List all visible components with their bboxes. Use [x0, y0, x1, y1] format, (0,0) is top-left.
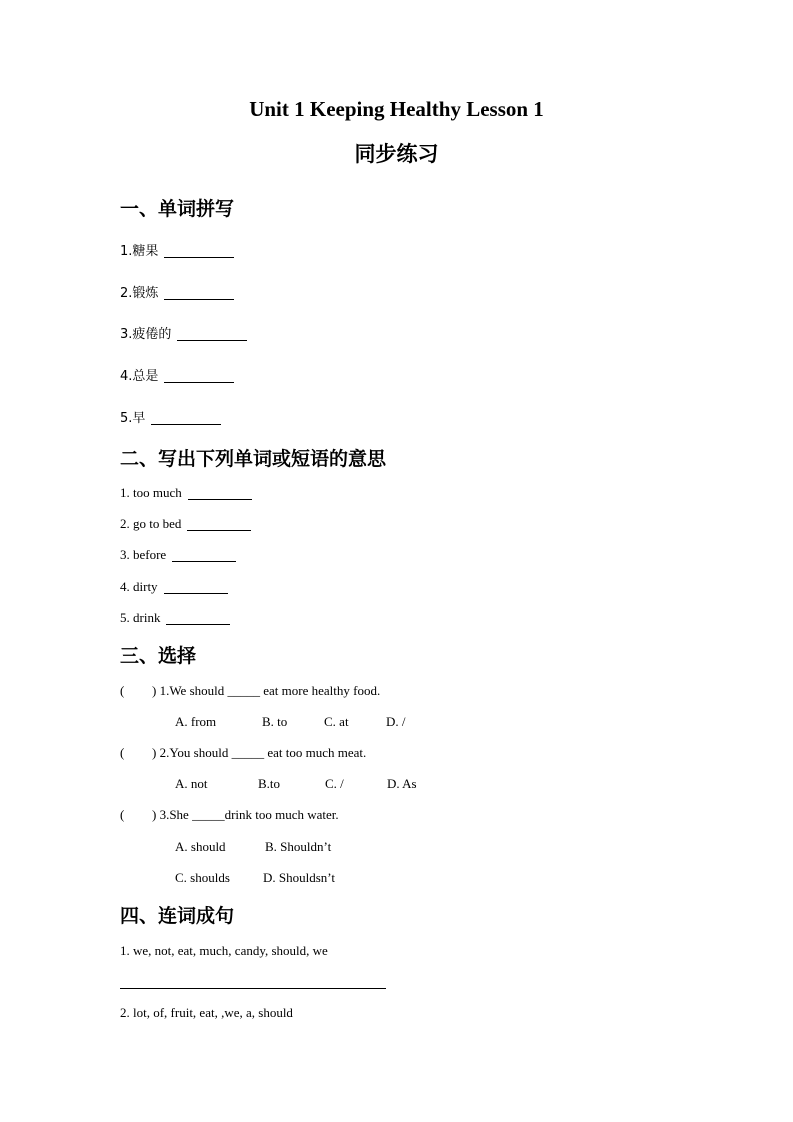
answer-blank[interactable]: [164, 285, 234, 300]
meaning-item-label: 2. go to bed: [120, 516, 182, 531]
section-heading-meaning: 二、写出下列单词或短语的意思: [120, 448, 387, 470]
question-stem: ) 1.We should _____ eat more healthy food.: [152, 683, 381, 698]
option-b[interactable]: B. to: [262, 714, 288, 729]
meaning-item-label: 3. before: [120, 547, 167, 562]
meaning-item: [120, 516, 251, 532]
meaning-item-label: 4. dirty: [120, 579, 158, 594]
answer-line[interactable]: [120, 988, 386, 989]
spelling-item: [120, 282, 234, 301]
meaning-item-label: 1. too much: [120, 485, 182, 500]
answer-blank[interactable]: [164, 368, 234, 383]
option-c[interactable]: C. shoulds: [175, 870, 230, 885]
answer-blank[interactable]: [172, 547, 236, 562]
option-a[interactable]: A. from: [175, 714, 217, 729]
spelling-item-label: 4.总是: [120, 369, 159, 384]
page-subtitle: 同步练习: [354, 142, 439, 166]
question-stem: ) 2.You should _____ eat too much meat.: [152, 745, 367, 760]
spelling-item: [120, 240, 234, 259]
spelling-item: [120, 365, 234, 384]
spelling-item-label: 1.糖果: [120, 244, 159, 259]
answer-blank[interactable]: [164, 579, 228, 594]
answer-blank[interactable]: [164, 243, 234, 258]
page-title: Unit 1 Keeping Healthy Lesson 1: [249, 97, 544, 121]
option-b[interactable]: B. Shouldn’t: [265, 839, 332, 854]
question-paren[interactable]: (: [120, 745, 125, 760]
question-stem: ) 3.She _____drink too much water.: [152, 807, 339, 822]
option-a[interactable]: A. not: [175, 776, 208, 791]
meaning-item: [120, 610, 230, 626]
sentence-item: 1. we, not, eat, much, candy, should, we: [120, 943, 328, 958]
section-heading-choice: 三、选择: [120, 645, 197, 667]
option-b[interactable]: B.to: [258, 776, 281, 791]
option-c[interactable]: C. /: [325, 776, 344, 791]
answer-blank[interactable]: [151, 410, 221, 425]
spelling-item-label: 5.早: [120, 411, 146, 426]
answer-blank[interactable]: [187, 516, 251, 531]
spelling-item: [120, 323, 247, 342]
answer-blank[interactable]: [166, 610, 230, 625]
meaning-item: [120, 579, 228, 595]
answer-blank[interactable]: [188, 485, 252, 500]
section-heading-sentence: 四、连词成句: [120, 905, 235, 927]
answer-blank[interactable]: [177, 326, 247, 341]
meaning-item-label: 5. drink: [120, 610, 161, 625]
option-d[interactable]: D. /: [386, 714, 406, 729]
meaning-item: [120, 485, 252, 501]
option-a[interactable]: A. should: [175, 839, 226, 854]
question-paren[interactable]: (: [120, 807, 125, 822]
spelling-item-label: 2.锻炼: [120, 286, 159, 301]
meaning-item: [120, 547, 236, 563]
section-heading-spelling: 一、单词拼写: [120, 198, 235, 220]
option-d[interactable]: D. Shouldsn’t: [263, 870, 335, 885]
option-d[interactable]: D. As: [387, 776, 417, 791]
question-paren[interactable]: (: [120, 683, 125, 698]
sentence-item: 2. lot, of, fruit, eat, ,we, a, should: [120, 1005, 293, 1020]
spelling-item-label: 3.疲倦的: [120, 327, 172, 342]
option-c[interactable]: C. at: [324, 714, 349, 729]
spelling-item: [120, 407, 221, 426]
